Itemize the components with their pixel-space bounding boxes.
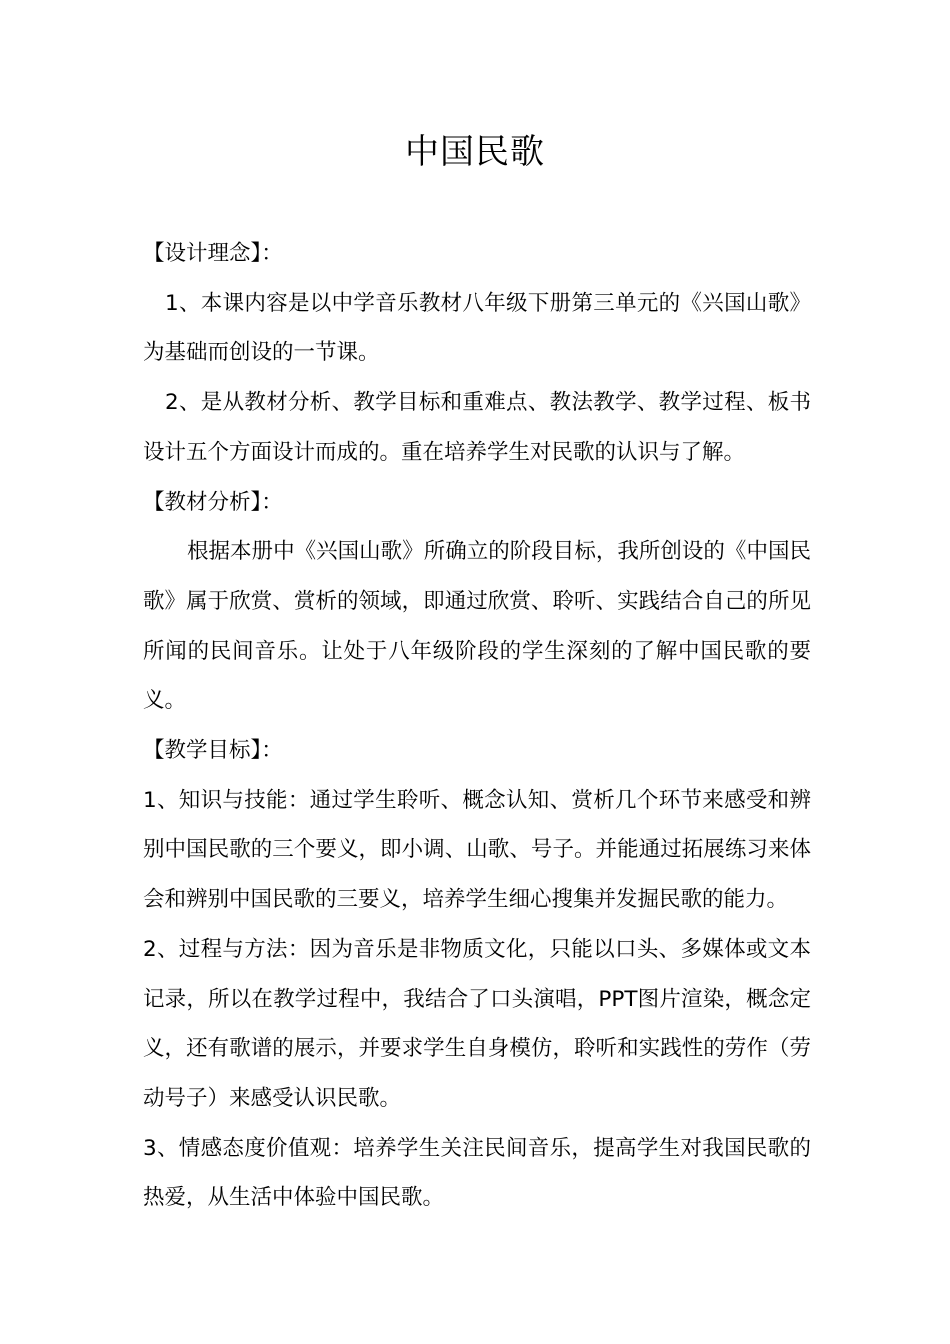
document-body (143, 229, 811, 1223)
design-concept-item-2: 2、是从教材分析、教学目标和重难点、教法教学、教学过程、板书设计五个方面设计而成的。重在培养学生对民歌的认识与了解。 (143, 390, 811, 465)
section-heading-material-analysis: 【教材分析】： (143, 489, 283, 515)
material-analysis-paragraph: 根据本册中《兴国山歌》所确立的阶段目标，我所创设的《中国民歌》属于欣赏、赏析的领域，即通过欣赏、聆听、实践结合自己的所见所闻的民间音乐。让处于八年级阶段的学生深刻的了解中国民歌的要义。 (143, 539, 811, 714)
teaching-goal-emotion-values: 3、情感态度价值观：培养学生关注民间音乐，提高学生对我国民歌的热爱，从生活中体验中国民歌。 (143, 1135, 811, 1211)
document-title: 中国民歌 (405, 132, 545, 172)
teaching-goal-knowledge-skills: 1、知识与技能：通过学生聆听、概念认知、赏析几个环节来感受和辨别中国民歌的三个要义，即小调、山歌、号子。并能通过拓展练习来体会和辨别中国民歌的三要义，培养学生细心搜集并发掘民歌的能力。 (143, 787, 811, 913)
section-heading-teaching-goals: 【教学目标】： (143, 738, 283, 764)
teaching-goal-process-methods: 2、过程与方法：因为音乐是非物质文化，只能以口头、多媒体或文本记录，所以在教学过程中，我结合了口头演唱，PPT图片渲染，概念定义，还有歌谱的展示，并要求学生自身模仿，聆听和实践性的劳作（劳动号子）来感受认识民歌。 (143, 936, 811, 1111)
design-concept-item-1: 1、本课内容是以中学音乐教材八年级下册第三单元的《兴国山歌》为基础而创设的一节课。 (143, 290, 811, 366)
section-heading-design-concept: 【设计理念】： (143, 241, 283, 266)
